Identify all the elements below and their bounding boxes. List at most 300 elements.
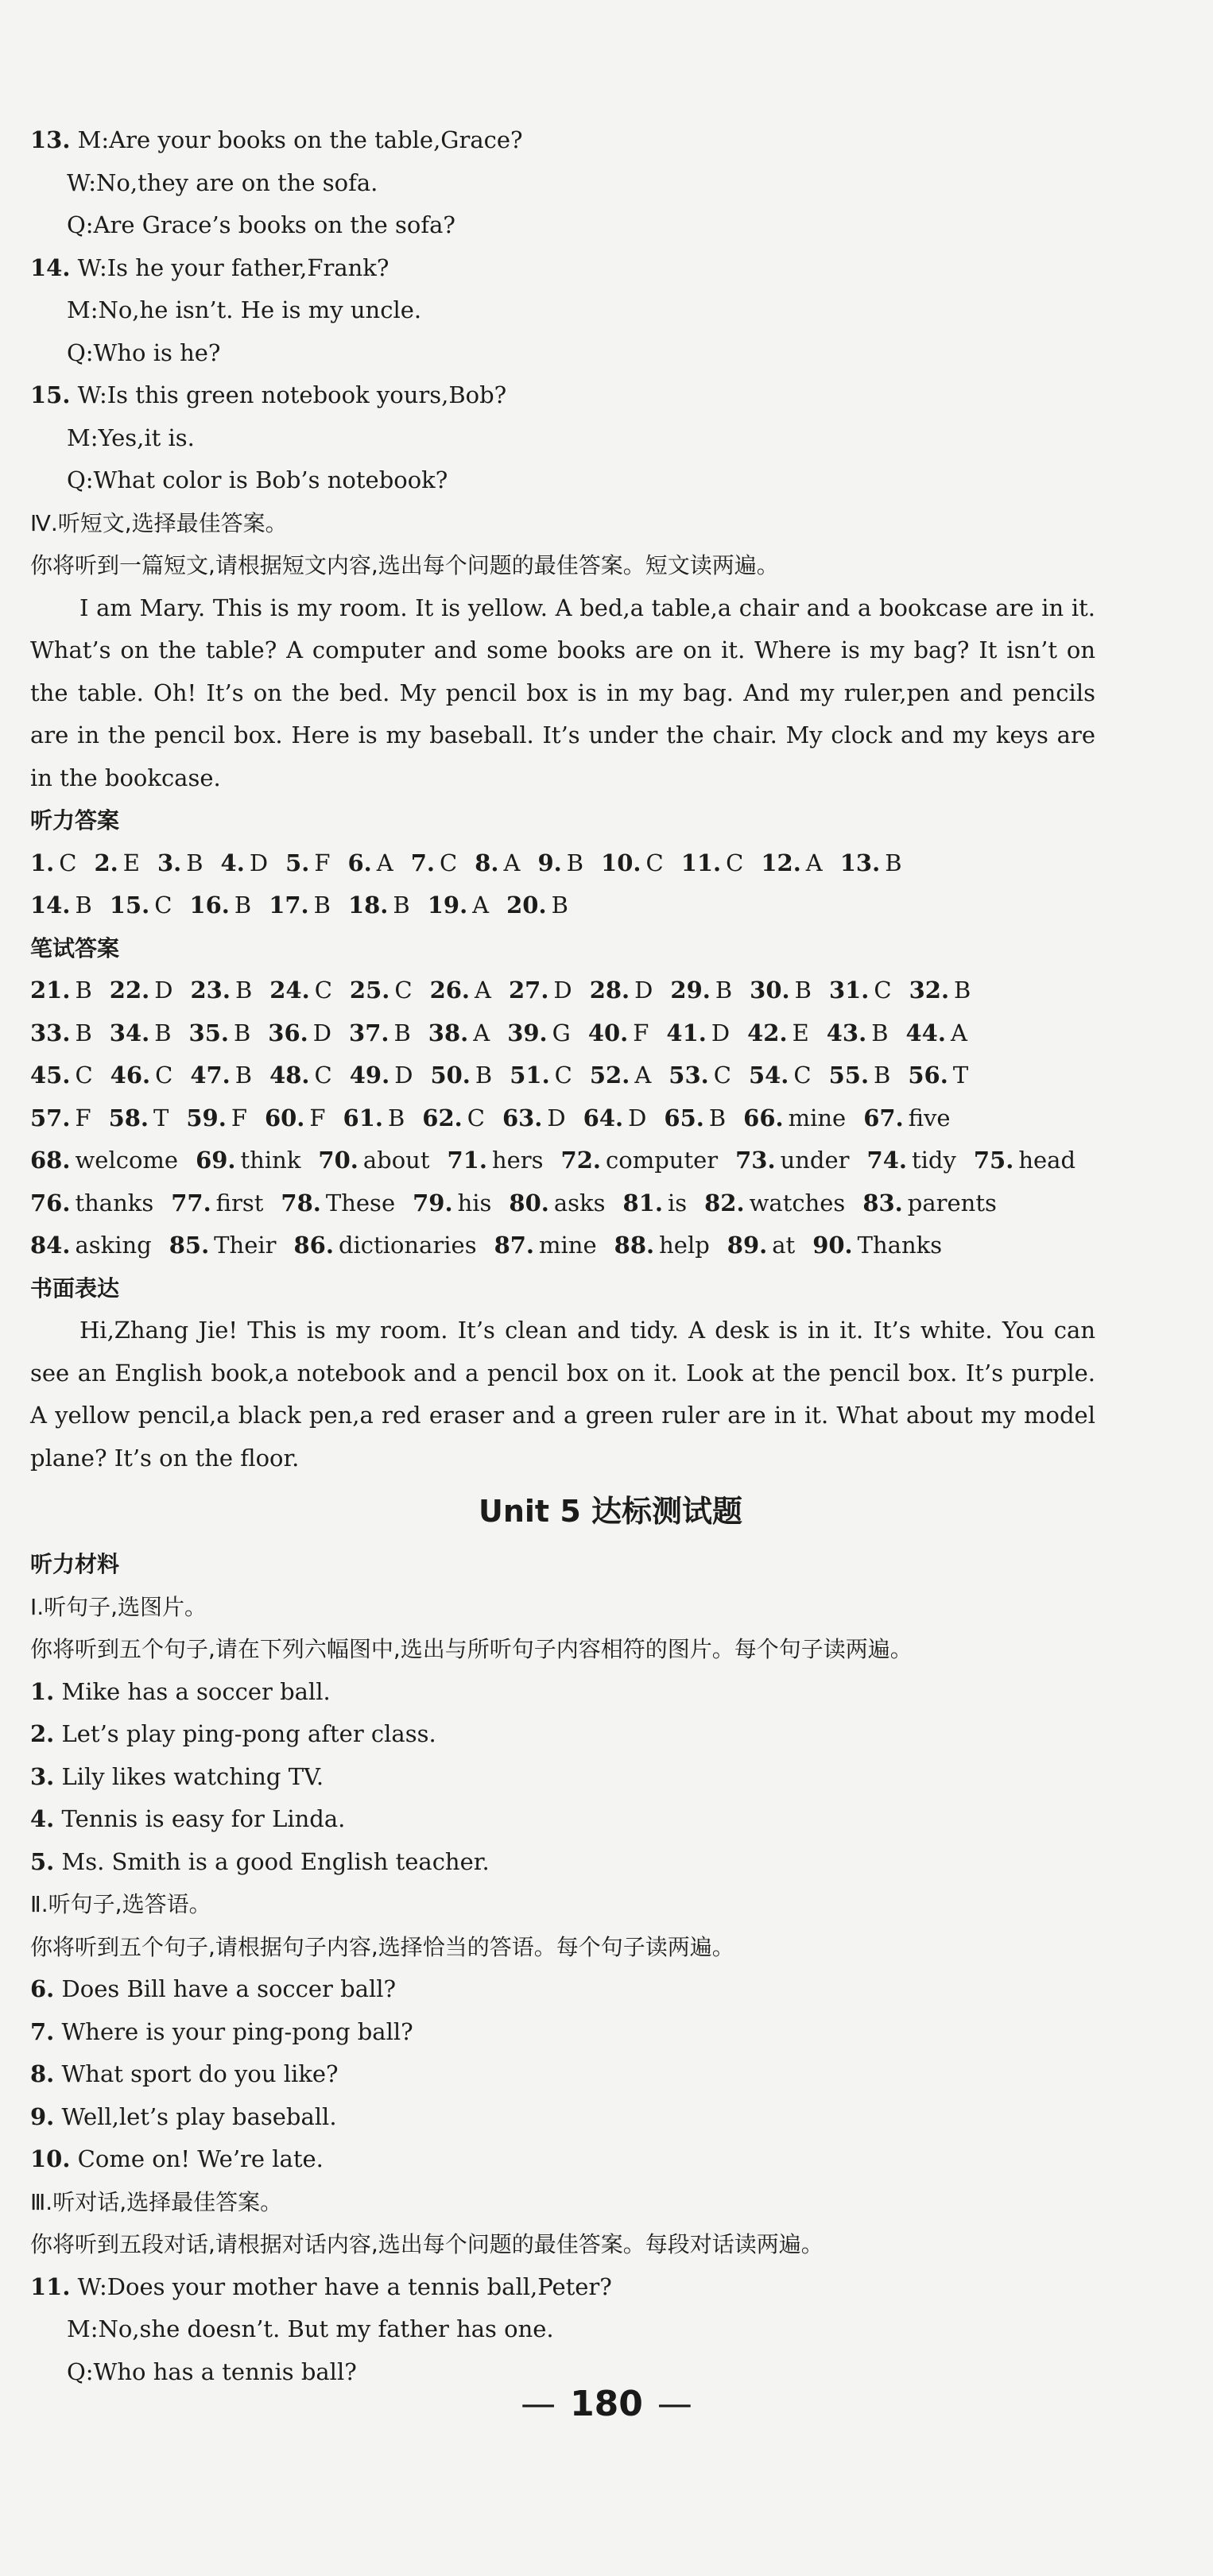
answer-number: 78. xyxy=(281,1189,321,1216)
dialog-number: 15. xyxy=(30,381,71,408)
answer-value: A xyxy=(376,849,393,876)
writing-title: 书面表达 xyxy=(30,1274,120,1302)
answer-value: B xyxy=(393,892,410,919)
answer-item xyxy=(743,1097,846,1140)
answer-item xyxy=(285,842,330,885)
answer-value: C xyxy=(314,1062,332,1089)
answer-value: asking xyxy=(75,1232,152,1259)
listening-answers-title: 听力答案 xyxy=(30,807,120,834)
dialog-number: 13. xyxy=(30,126,71,153)
answer-number: 65. xyxy=(664,1104,704,1131)
section-2-items xyxy=(30,1968,1095,2181)
answer-value: C xyxy=(793,1062,812,1089)
answer-number: 39. xyxy=(507,1019,548,1046)
answer-item xyxy=(157,842,203,885)
answer-item xyxy=(430,969,491,1012)
answer-value: D xyxy=(249,849,269,876)
answer-item xyxy=(867,1139,956,1182)
answer-item xyxy=(906,1012,967,1055)
answer-value: D xyxy=(394,1062,413,1089)
answer-number: 74. xyxy=(866,1147,907,1174)
answer-number: 83. xyxy=(862,1189,903,1216)
list-item: 6. Does Bill have a soccer ball? xyxy=(30,1975,397,2002)
answer-number: 41. xyxy=(666,1019,707,1046)
answer-number: 80. xyxy=(509,1189,549,1216)
answer-value: B xyxy=(313,892,331,919)
answer-value: B xyxy=(234,1062,253,1089)
answer-item xyxy=(349,1012,411,1055)
answer-value: Their xyxy=(214,1232,277,1259)
answer-item xyxy=(350,969,413,1012)
answer-number: 49. xyxy=(349,1062,390,1089)
answer-value: B xyxy=(186,849,203,876)
answer-item xyxy=(269,884,331,927)
answer-value: is xyxy=(667,1189,688,1216)
answer-number: 11. xyxy=(680,849,722,876)
answer-value: F xyxy=(309,1104,326,1131)
answer-number: 44. xyxy=(905,1019,946,1046)
answer-item xyxy=(590,969,653,1012)
answer-item xyxy=(863,1097,950,1140)
answer-value: about xyxy=(362,1147,430,1174)
answer-number: 19. xyxy=(427,892,468,919)
list-item: 3. Lily likes watching TV. xyxy=(30,1762,324,1790)
answer-value: D xyxy=(711,1019,731,1046)
answer-item xyxy=(30,1139,178,1182)
answer-value: B xyxy=(871,1019,889,1046)
answer-value: computer xyxy=(606,1147,719,1174)
dialog-line: W:No,they are on the sofa. xyxy=(67,168,378,196)
answer-item xyxy=(110,1054,173,1097)
answer-item xyxy=(189,884,251,927)
answer-item xyxy=(30,1224,152,1267)
answer-value: five xyxy=(908,1104,951,1131)
answer-number: 24. xyxy=(269,977,310,1004)
answer-item xyxy=(510,1054,572,1097)
answer-value: B xyxy=(715,977,733,1004)
answer-number: 8. xyxy=(475,849,499,876)
answer-row xyxy=(30,969,1095,1012)
section-2-title: Ⅱ.听句子,选答语。 xyxy=(30,1891,211,1917)
answer-item xyxy=(509,1182,605,1225)
answer-number: 73. xyxy=(735,1147,776,1174)
answer-item xyxy=(862,1182,997,1225)
answer-number: 86. xyxy=(293,1232,334,1259)
list-item: 7. Where is your ping-pong ball? xyxy=(30,2017,413,2045)
answer-number: 22. xyxy=(109,977,150,1004)
answer-value: C xyxy=(726,849,744,876)
answer-item xyxy=(614,1224,710,1267)
answer-item xyxy=(413,1182,491,1225)
answer-item xyxy=(588,1012,649,1055)
dialog-question: Q:What color is Bob’s notebook? xyxy=(67,466,448,493)
answer-number: 45. xyxy=(30,1062,71,1089)
list-item: 8. What sport do you like? xyxy=(30,2060,339,2087)
answer-number: 5. xyxy=(285,849,310,876)
section-1-title: Ⅰ.听句子,选图片。 xyxy=(30,1593,207,1620)
answer-item xyxy=(190,969,252,1012)
answer-item xyxy=(110,1012,172,1055)
answer-value: C xyxy=(874,977,892,1004)
answer-value: D xyxy=(154,977,173,1004)
answer-value: F xyxy=(75,1104,91,1131)
answer-number: 52. xyxy=(589,1062,630,1089)
answer-number: 82. xyxy=(704,1189,745,1216)
answer-item xyxy=(422,1097,485,1140)
answer-item xyxy=(507,1012,571,1055)
answer-value: think xyxy=(240,1147,301,1174)
answer-item xyxy=(30,1182,153,1225)
answer-value: B xyxy=(566,849,584,876)
section-1-items xyxy=(30,1671,1095,1884)
section-3-title: Ⅲ.听对话,选择最佳答案。 xyxy=(30,2188,283,2215)
answer-item xyxy=(502,1097,566,1140)
list-item: 4. Tennis is easy for Linda. xyxy=(30,1805,346,1832)
dialog-line: W:Is he your father,Frank? xyxy=(77,253,389,281)
answer-value: C xyxy=(75,1062,93,1089)
answer-value: B xyxy=(475,1062,493,1089)
answer-item xyxy=(110,969,173,1012)
answer-value: C xyxy=(314,977,332,1004)
answer-row xyxy=(30,1182,1095,1225)
page-footer xyxy=(0,2384,1213,2424)
section-2-instruction: 你将听到五个句子,请根据句子内容,选择恰当的答语。每个句子读两遍。 xyxy=(30,1933,734,1960)
answer-item xyxy=(269,1054,332,1097)
answer-value: B xyxy=(393,1019,411,1046)
answer-item xyxy=(281,1182,395,1225)
answer-number: 30. xyxy=(750,977,790,1004)
answer-number: 25. xyxy=(349,977,390,1004)
list-item: 5. Ms. Smith is a good English teacher. xyxy=(30,1847,490,1875)
answer-value: G xyxy=(552,1019,571,1046)
answer-value: his xyxy=(457,1189,492,1216)
answer-value: F xyxy=(231,1104,247,1131)
answer-number: 4. xyxy=(220,849,245,876)
answer-value: B xyxy=(551,892,568,919)
list-item: 9. Well,let’s play baseball. xyxy=(30,2102,337,2130)
answer-value: B xyxy=(233,1019,251,1046)
answer-number: 63. xyxy=(502,1104,543,1131)
listening-material-title: 听力材料 xyxy=(30,1551,120,1577)
answer-item xyxy=(812,1224,942,1267)
dialog-line: W:Is this green notebook yours,Bob? xyxy=(77,381,507,408)
answer-value: A xyxy=(950,1019,967,1046)
answer-number: 38. xyxy=(428,1019,469,1046)
answer-number: 84. xyxy=(30,1232,71,1259)
answer-item xyxy=(265,1097,326,1140)
answer-item xyxy=(30,1012,92,1055)
answer-number: 43. xyxy=(826,1019,867,1046)
dialog-question: Q:Who is he? xyxy=(67,338,221,366)
answer-number: 72. xyxy=(560,1147,601,1174)
answer-item xyxy=(428,884,489,927)
dialog-number: 14. xyxy=(30,253,71,281)
answer-item xyxy=(670,969,732,1012)
answer-item xyxy=(704,1182,845,1225)
answer-item xyxy=(681,842,744,885)
answer-value: help xyxy=(659,1232,710,1259)
dialog-line: M:No,he isn’t. He is my uncle. xyxy=(67,296,422,323)
answer-value: D xyxy=(553,977,572,1004)
answer-number: 10. xyxy=(601,849,641,876)
answer-value: hers xyxy=(491,1147,544,1174)
answer-item xyxy=(669,1054,731,1097)
answer-item xyxy=(30,969,92,1012)
section-1-instruction: 你将听到五个句子,请在下列六幅图中,选出与所听句子内容相符的图片。每个句子读两遍。 xyxy=(30,1636,913,1662)
answer-item xyxy=(735,1139,849,1182)
answer-item xyxy=(664,1097,726,1140)
dialog-line: M:No,she doesn’t. But my father has one. xyxy=(67,2315,554,2342)
answer-number: 12. xyxy=(761,849,801,876)
dialog-question: Q:Who has a tennis ball? xyxy=(67,2357,357,2385)
answer-value: Thanks xyxy=(857,1232,943,1259)
answer-number: 15. xyxy=(109,892,150,919)
answer-value: B xyxy=(75,977,92,1004)
answer-value: F xyxy=(633,1019,649,1046)
answer-item xyxy=(909,969,971,1012)
answer-number: 13. xyxy=(839,849,881,876)
answer-number: 88. xyxy=(614,1232,655,1259)
answer-value: T xyxy=(952,1062,969,1089)
answer-item xyxy=(430,1054,492,1097)
answer-number: 85. xyxy=(169,1232,210,1259)
answer-value: C xyxy=(155,1062,173,1089)
answer-item xyxy=(827,1012,889,1055)
answer-number: 34. xyxy=(109,1019,150,1046)
answer-value: C xyxy=(645,849,664,876)
answer-number: 18. xyxy=(347,892,389,919)
answer-item xyxy=(750,969,812,1012)
answer-item xyxy=(590,1054,651,1097)
answer-number: 68. xyxy=(30,1147,71,1174)
answer-item xyxy=(347,842,393,885)
answer-item xyxy=(829,969,892,1012)
answer-number: 62. xyxy=(422,1104,463,1131)
footer-dash: — xyxy=(657,2384,692,2424)
answer-value: C xyxy=(467,1104,485,1131)
answer-number: 58. xyxy=(108,1104,149,1131)
answer-value: B xyxy=(387,1104,405,1131)
answer-number: 7. xyxy=(410,849,435,876)
answer-number: 57. xyxy=(30,1104,71,1131)
answer-value: C xyxy=(440,849,458,876)
page-content xyxy=(30,119,1095,2393)
dialog-11 xyxy=(30,2266,1095,2394)
answer-number: 29. xyxy=(670,977,711,1004)
answer-value: head xyxy=(1018,1147,1076,1174)
dialog-line: M:Are your books on the table,Grace? xyxy=(77,126,523,153)
dialog-question: Q:Are Grace’s books on the sofa? xyxy=(67,211,455,238)
answer-row xyxy=(30,1139,1095,1182)
answer-value: C xyxy=(713,1062,731,1089)
answer-number: 55. xyxy=(828,1062,870,1089)
answer-number: 21. xyxy=(30,977,71,1004)
answer-number: 48. xyxy=(269,1062,310,1089)
answer-number: 75. xyxy=(973,1147,1014,1174)
answer-number: 26. xyxy=(429,977,471,1004)
answer-number: 46. xyxy=(110,1062,151,1089)
answer-item xyxy=(974,1139,1075,1182)
answer-row xyxy=(30,1012,1095,1055)
answer-number: 66. xyxy=(743,1104,784,1131)
answer-item xyxy=(196,1139,300,1182)
answer-number: 32. xyxy=(909,977,950,1004)
answer-number: 23. xyxy=(190,977,231,1004)
section-3-instruction: 你将听到五段对话,请根据对话内容,选出每个问题的最佳答案。每段对话读两遍。 xyxy=(30,2231,824,2257)
dialog-13 xyxy=(30,119,1095,247)
answer-item xyxy=(506,884,568,927)
answer-item xyxy=(727,1224,795,1267)
answer-number: 56. xyxy=(908,1062,948,1089)
answer-item xyxy=(509,969,572,1012)
answer-value: watches xyxy=(749,1189,846,1216)
answer-value: B xyxy=(154,1019,172,1046)
answer-value: first xyxy=(215,1189,264,1216)
answer-item xyxy=(30,884,92,927)
section-4-instruction: 你将听到一篇短文,请根据短文内容,选出每个问题的最佳答案。短文读两遍。 xyxy=(30,552,779,578)
answer-value: tidy xyxy=(911,1147,956,1174)
answer-value: mine xyxy=(539,1232,597,1259)
answer-value: D xyxy=(634,977,653,1004)
answer-value: under xyxy=(780,1147,850,1174)
page-number: 180 xyxy=(570,2384,643,2424)
answer-number: 87. xyxy=(494,1232,535,1259)
answer-item xyxy=(749,1054,812,1097)
answer-value: thanks xyxy=(75,1189,154,1216)
answer-value: E xyxy=(792,1019,809,1046)
answer-value: These xyxy=(325,1189,396,1216)
answer-value: D xyxy=(628,1104,647,1131)
unit-5-title: Unit 5 达标测试题 xyxy=(479,1494,742,1529)
answer-item xyxy=(348,884,410,927)
answer-item xyxy=(537,842,583,885)
answer-item xyxy=(269,969,332,1012)
answer-value: B xyxy=(75,1019,92,1046)
answer-value: mine xyxy=(788,1104,847,1131)
written-answers xyxy=(30,969,1095,1267)
answer-value: A xyxy=(473,1019,490,1046)
dialog-15 xyxy=(30,374,1095,502)
answer-item xyxy=(30,1054,93,1097)
answer-number: 81. xyxy=(622,1189,663,1216)
answer-item xyxy=(601,842,664,885)
answer-item xyxy=(221,842,269,885)
answer-value: C xyxy=(554,1062,572,1089)
answer-row xyxy=(30,842,1095,885)
list-item: 10. Come on! We’re late. xyxy=(30,2145,324,2172)
answer-value: at xyxy=(772,1232,796,1259)
answer-number: 40. xyxy=(587,1019,629,1046)
answer-item xyxy=(186,1097,247,1140)
answer-value: dictionaries xyxy=(338,1232,477,1259)
answer-item xyxy=(189,1012,251,1055)
answer-number: 90. xyxy=(812,1232,853,1259)
answer-number: 77. xyxy=(171,1189,211,1216)
section-4-passage: I am Mary. This is my room. It is yellow. A bed,a table,a chair and a bookcase are in it. What’s on the table? A computer and some books are on it. Where is my bag? It isn’t on the table. Oh! It’s on the bed. My pencil box is in my bag. And my ruler,pen and pencils are in the pencil box. Here is my baseball. It’s under the chair. My clock and my keys are in the bookcase. xyxy=(30,594,1095,791)
answer-number: 89. xyxy=(727,1232,768,1259)
section-4-title: Ⅳ.听短文,选择最佳答案。 xyxy=(30,509,288,536)
answer-value: C xyxy=(154,892,172,919)
answer-number: 70. xyxy=(318,1147,358,1174)
answer-number: 69. xyxy=(196,1147,236,1174)
answer-value: B xyxy=(234,892,252,919)
answer-number: 37. xyxy=(349,1019,389,1046)
answer-number: 59. xyxy=(186,1104,227,1131)
answer-number: 60. xyxy=(264,1104,305,1131)
answer-item xyxy=(829,1054,891,1097)
answer-number: 64. xyxy=(583,1104,624,1131)
answer-number: 14. xyxy=(30,892,71,919)
answer-item xyxy=(494,1224,597,1267)
answer-value: B xyxy=(885,849,902,876)
answer-value: F xyxy=(314,849,331,876)
answer-number: 50. xyxy=(430,1062,471,1089)
answer-number: 28. xyxy=(589,977,630,1004)
answer-number: 16. xyxy=(189,892,230,919)
answer-number: 67. xyxy=(863,1104,904,1131)
answer-number: 1. xyxy=(30,849,55,876)
answer-number: 17. xyxy=(269,892,309,919)
dialog-line: W:Does your mother have a tennis ball,Peter? xyxy=(77,2272,612,2300)
answer-item xyxy=(475,842,520,885)
answer-number: 79. xyxy=(413,1189,453,1216)
answer-row xyxy=(30,1224,1095,1267)
answer-number: 76. xyxy=(30,1189,71,1216)
list-item: 2. Let’s play ping-pong after class. xyxy=(30,1720,436,1747)
answer-item xyxy=(583,1097,647,1140)
answer-value: B xyxy=(794,977,812,1004)
answer-value: welcome xyxy=(75,1147,179,1174)
answer-number: 71. xyxy=(447,1147,487,1174)
answer-number: 54. xyxy=(748,1062,789,1089)
answer-item xyxy=(561,1139,719,1182)
answer-item xyxy=(109,1097,169,1140)
answer-number: 35. xyxy=(188,1019,229,1046)
answer-value: T xyxy=(153,1104,169,1131)
answer-item xyxy=(171,1182,263,1225)
answer-number: 31. xyxy=(828,977,870,1004)
answer-row xyxy=(30,1097,1095,1140)
written-answers-title: 笔试答案 xyxy=(30,934,120,961)
answer-value: B xyxy=(234,977,253,1004)
answer-value: D xyxy=(547,1104,566,1131)
answer-number: 33. xyxy=(30,1019,71,1046)
answer-item xyxy=(169,1224,277,1267)
answer-number: 6. xyxy=(347,849,372,876)
answer-item xyxy=(30,1097,91,1140)
answer-value: A xyxy=(503,849,521,876)
answer-number: 3. xyxy=(157,849,182,876)
answer-item xyxy=(623,1182,688,1225)
answer-value: B xyxy=(954,977,971,1004)
answer-value: A xyxy=(634,1062,652,1089)
answer-value: A xyxy=(475,977,491,1004)
answer-item xyxy=(294,1224,477,1267)
answer-item xyxy=(840,842,902,885)
dialog-14 xyxy=(30,247,1095,375)
footer-dash: — xyxy=(521,2384,556,2424)
answer-value: E xyxy=(122,849,140,876)
answer-row xyxy=(30,884,1095,927)
answer-value: B xyxy=(708,1104,727,1131)
answer-item xyxy=(747,1012,809,1055)
answer-item xyxy=(110,884,172,927)
dialog-number: 11. xyxy=(30,2272,71,2300)
answer-value: C xyxy=(394,977,413,1004)
answer-number: 61. xyxy=(343,1104,383,1131)
answer-number: 20. xyxy=(506,892,547,919)
answer-value: C xyxy=(59,849,77,876)
